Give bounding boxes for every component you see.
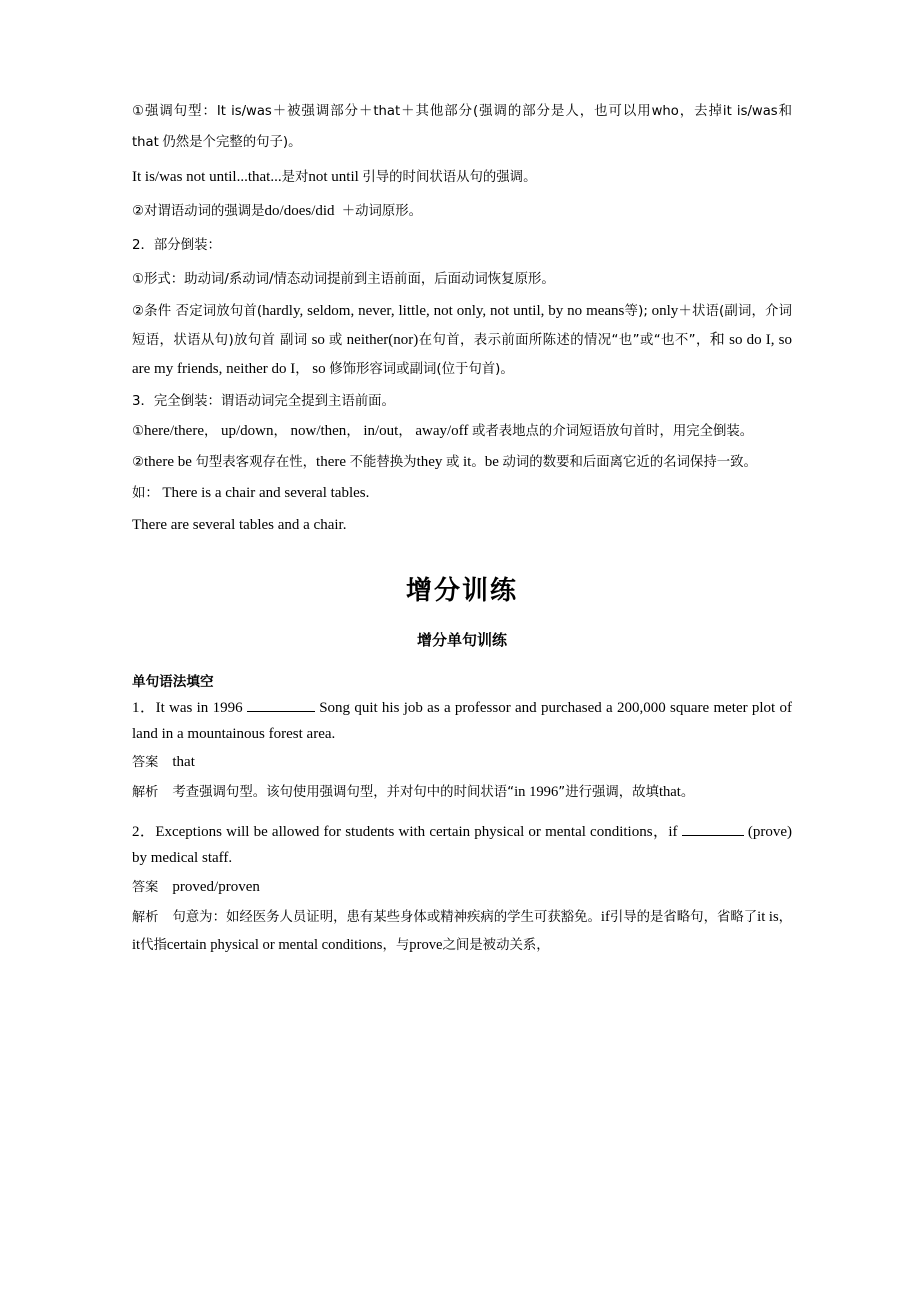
question-stem: 1．It was in 1996 Song quit his job as a professor and purchased a 200,000 square meter plot of land in a mountainous forest area. (132, 699, 792, 742)
grammar-paragraph-7: 3．完全倒装：谓语动词完全提到主语前面。 (132, 393, 395, 409)
grammar-paragraph-4: 2．部分倒装： (132, 238, 221, 254)
answer-tag: 答案 (132, 755, 159, 771)
explanation-row: 解析 考查强调句型。该句使用强调句型，并对句中的时间状语“in 1996”进行强调，故填that。 (132, 784, 695, 801)
answer-blank (682, 835, 744, 836)
question-stem: 2．Exceptions will be allowed for students with certain physical or mental conditions，if (prove) by medical staff. (132, 824, 792, 867)
grammar-paragraph-2: It is/was not until...that...是对not until 引导的时间状语从句的强调。 (132, 168, 537, 185)
grammar-paragraph-8: ①here/there， up/down， now/then， in/out， away/off 或者表地点的介词短语放句首时，用完全倒装。 (132, 422, 754, 439)
answer-value: that (172, 754, 195, 771)
grammar-paragraph-5: ①形式：助动词/系动词/情态动词提前到主语前面，后面动词恢复原形。 (132, 271, 555, 287)
grammar-paragraph-9: ②there be 句型表客观存在性，there 不能替换为they 或 it。be 动词的数要和后面离它近的名词保持一致。 (132, 454, 757, 471)
answer-value: proved/proven (172, 879, 260, 896)
section-subtitle: 增分单句训练 (416, 630, 507, 649)
grammar-paragraph-3: ②对谓语动词的强调是do/does/did ＋动词原形。 (132, 203, 423, 220)
explanation-tag: 解析 (132, 910, 159, 926)
answer-tag: 答案 (132, 880, 159, 896)
explanation-row: 解析 句意为：如经医务人员证明，患有某些身体或精神疾病的学生可获豁免。if引导的是省略句，省略了it is，it代指certain physical or mental conditions，与prove之间是被动关系， (132, 909, 793, 954)
page-title: 增分训练 (405, 575, 518, 606)
answer-row (132, 749, 792, 776)
explanation-tag: 解析 (132, 785, 159, 801)
grammar-example-2: There are several tables and a chair. (132, 516, 347, 533)
answer-blank (247, 711, 315, 712)
grammar-paragraph-1: ①强调句型：It is/was＋被强调部分＋that＋其他部分(强调的部分是人，也可以用who，去掉it is/was和that 仍然是个完整的句子)。 (132, 104, 793, 151)
grammar-paragraph-6: ②条件 否定词放句首(hardly, seldom, never, little, not only, not until, by no means等); only＋状语(副词，介词短语，状语从句)放句首 副词 so 或 neither(nor)在句首，表示前面所陈述的情况“也”或“也不”，和 so do I, so are my friends, neither do I， so 修饰形容词或副词(位于句首)。 (132, 302, 792, 378)
grammar-example-1: 如： There is a chair and several tables. (132, 485, 370, 502)
answer-row (132, 874, 792, 901)
section-heading: 单句语法填空 (132, 673, 214, 690)
